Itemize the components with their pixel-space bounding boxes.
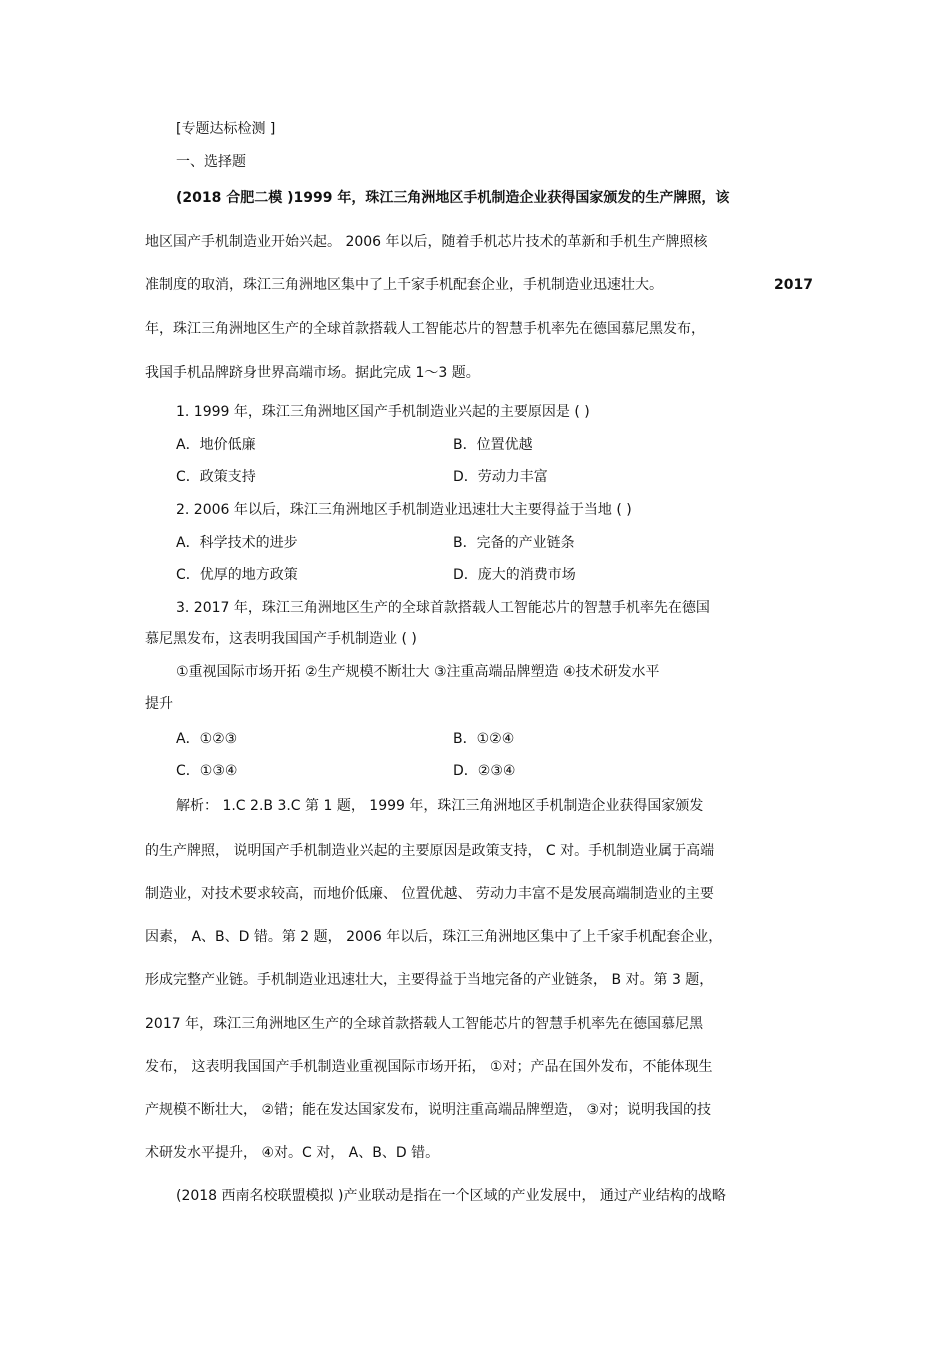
q3-option-d[interactable]: D．②③④: [453, 763, 516, 779]
q3-stem-line-1: 3. 2017 年，珠江三角洲地区生产的全球首款搭载人工智能芯片的智慧手机率先在德国: [176, 600, 710, 616]
passage1-year: 2017: [774, 277, 813, 293]
q1-option-d[interactable]: D．劳动力丰富: [453, 469, 548, 485]
analysis-line-3: 制造业，对技术要求较高，而地价低廉、 位置优越、 劳动力丰富不是发展高端制造业的主要: [145, 886, 714, 902]
passage1-line-3: 准制度的取消，珠江三角洲地区集中了上千家手机配套企业，手机制造业迅速壮大。: [145, 277, 663, 293]
q1-option-c[interactable]: C．政策支持: [176, 469, 256, 485]
q1-stem: 1. 1999 年，珠江三角洲地区国产手机制造业兴起的主要原因是 ( ): [176, 404, 590, 420]
q3-option-c[interactable]: C．①③④: [176, 763, 238, 779]
part-title: 一、选择题: [176, 154, 246, 170]
analysis-line-7: 发布， 这表明我国国产手机制造业重视国际市场开拓， ①对；产品在国外发布，不能体现生: [145, 1059, 713, 1075]
q3-option-a[interactable]: A．①②③: [176, 731, 238, 747]
analysis-line-8: 产规模不断壮大， ②错；能在发达国家发布，说明注重高端品牌塑造， ③对；说明我国的技: [145, 1102, 711, 1118]
passage2-line-1: (2018 西南名校联盟模拟 )产业联动是指在一个区域的产业发展中， 通过产业结构的战略: [176, 1188, 726, 1204]
q1-option-b[interactable]: B．位置优越: [453, 437, 533, 453]
q3-choices-line-2: 提升: [145, 696, 173, 712]
q2-stem: 2. 2006 年以后，珠江三角洲地区手机制造业迅速壮大主要得益于当地 ( ): [176, 502, 632, 518]
q3-stem-line-2: 慕尼黑发布，这表明我国国产手机制造业 ( ): [145, 631, 417, 647]
analysis-line-4: 因素， A、B、D 错。第 2 题， 2006 年以后，珠江三角洲地区集中了上千家手机配套企业，: [145, 929, 723, 945]
passage1-line-2: 地区国产手机制造业开始兴起。 2006 年以后，随着手机芯片技术的革新和手机生产牌照核: [145, 234, 708, 250]
analysis-line-2: 的生产牌照， 说明国产手机制造业兴起的主要原因是政策支持， C 对。手机制造业属于高端: [145, 843, 715, 859]
section-label: [专题达标检测 ]: [176, 121, 276, 137]
analysis-line-5: 形成完整产业链。手机制造业迅速壮大，主要得益于当地完备的产业链条， B 对。第 3 题，: [145, 972, 714, 988]
passage1-line-4: 年，珠江三角洲地区生产的全球首款搭载人工智能芯片的智慧手机率先在德国慕尼黑发布，: [145, 321, 705, 337]
q2-option-c[interactable]: C．优厚的地方政策: [176, 567, 298, 583]
q3-choices-line-1: ①重视国际市场开拓 ②生产规模不断壮大 ③注重高端品牌塑造 ④技术研发水平: [176, 664, 660, 680]
analysis-line-1: 解析： 1.C 2.B 3.C 第 1 题， 1999 年，珠江三角洲地区手机制造企业获得国家颁发: [176, 798, 704, 814]
q2-option-d[interactable]: D．庞大的消费市场: [453, 567, 576, 583]
q2-option-a[interactable]: A．科学技术的进步: [176, 535, 298, 551]
passage1-line-1: (2018 合肥二模 )1999 年，珠江三角洲地区手机制造企业获得国家颁发的生产牌照，该: [176, 190, 730, 206]
q3-option-b[interactable]: B．①②④: [453, 731, 515, 747]
q1-option-a[interactable]: A．地价低廉: [176, 437, 256, 453]
q2-option-b[interactable]: B．完备的产业链条: [453, 535, 575, 551]
analysis-line-9: 术研发水平提升， ④对。C 对， A、B、D 错。: [145, 1145, 440, 1161]
passage1-line-5: 我国手机品牌跻身世界高端市场。据此完成 1～3 题。: [145, 365, 480, 381]
analysis-line-6: 2017 年，珠江三角洲地区生产的全球首款搭载人工智能芯片的智慧手机率先在德国慕尼黑: [145, 1016, 704, 1032]
